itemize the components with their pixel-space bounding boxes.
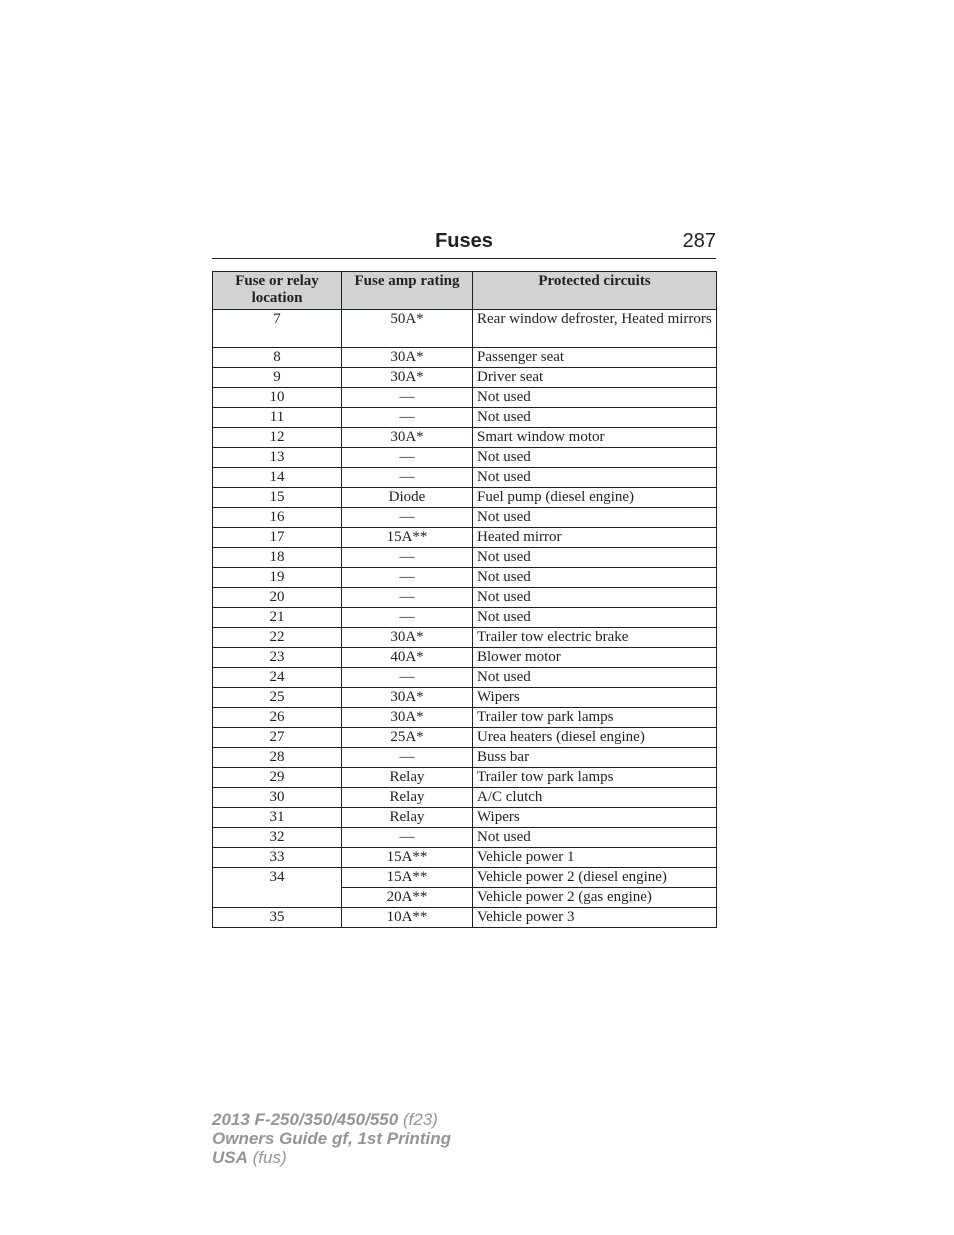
fuse-amp-cell: 30A* [342, 688, 473, 708]
table-row [213, 788, 717, 808]
fuse-location-cell: 9 [213, 368, 342, 388]
fuse-circuit-cell: Not used [473, 468, 717, 488]
fuse-circuit-cell: Smart window motor [473, 428, 717, 448]
fuse-location-cell: 11 [213, 408, 342, 428]
fuse-circuit-cell: Not used [473, 568, 717, 588]
fuse-circuit-cell: Wipers [473, 688, 717, 708]
fuse-amp-cell: — [342, 748, 473, 768]
fuse-location-cell: 17 [213, 528, 342, 548]
fuse-location-cell: 12 [213, 428, 342, 448]
table-row [213, 748, 717, 768]
page-header [212, 228, 716, 259]
fuse-location-cell: 35 [213, 908, 342, 928]
fuse-amp-cell: 10A** [342, 908, 473, 928]
fuse-amp-cell: 15A** [342, 868, 473, 888]
fuse-amp-cell: 20A** [342, 888, 473, 908]
fuse-amp-cell: 40A* [342, 648, 473, 668]
table-row [213, 548, 717, 568]
fuse-location-cell: 18 [213, 548, 342, 568]
table-row [213, 848, 717, 868]
fuse-circuit-cell: Trailer tow park lamps [473, 768, 717, 788]
page-number: 287 [682, 230, 716, 252]
fuse-amp-cell: — [342, 448, 473, 468]
fuse-amp-cell: — [342, 588, 473, 608]
fuse-location-cell: 29 [213, 768, 342, 788]
fuse-amp-cell: 15A** [342, 528, 473, 548]
table-row [213, 468, 717, 488]
table-row [213, 488, 717, 508]
fuse-amp-cell: — [342, 408, 473, 428]
fuse-amp-cell: 30A* [342, 368, 473, 388]
fuse-location-cell: 32 [213, 828, 342, 848]
fuse-circuit-cell: Not used [473, 588, 717, 608]
table-row [213, 908, 717, 928]
table-row [213, 348, 717, 368]
fuse-amp-cell: Relay [342, 768, 473, 788]
fuse-amp-cell: 15A** [342, 848, 473, 868]
table-row [213, 448, 717, 468]
table-row [213, 528, 717, 548]
table-row [213, 828, 717, 848]
fuse-location-cell: 27 [213, 728, 342, 748]
table-row [213, 868, 717, 888]
fuse-circuit-cell: Not used [473, 388, 717, 408]
fuse-circuit-cell: Trailer tow electric brake [473, 628, 717, 648]
table-row [213, 708, 717, 728]
fuse-location-cell: 21 [213, 608, 342, 628]
table-header-row [213, 272, 717, 310]
fuse-location-cell: 34 [213, 868, 342, 908]
fuse-circuit-cell: Vehicle power 2 (diesel engine) [473, 868, 717, 888]
table-row [213, 808, 717, 828]
fuse-location-cell: 31 [213, 808, 342, 828]
table-row [213, 388, 717, 408]
table-row [213, 768, 717, 788]
footer-line-2: Owners Guide gf, 1st Printing [212, 1129, 451, 1148]
fuse-amp-cell: 50A* [342, 310, 473, 348]
fuse-location-cell: 24 [213, 668, 342, 688]
fuse-circuit-cell: Vehicle power 1 [473, 848, 717, 868]
table-row [213, 608, 717, 628]
table-row [213, 728, 717, 748]
table-row [213, 310, 717, 348]
fuse-circuit-cell: Urea heaters (diesel engine) [473, 728, 717, 748]
table-row [213, 588, 717, 608]
table-row [213, 428, 717, 448]
fuse-circuit-cell: Wipers [473, 808, 717, 828]
table-row [213, 508, 717, 528]
table-row [213, 668, 717, 688]
fuse-location-cell: 23 [213, 648, 342, 668]
fuse-amp-cell: — [342, 828, 473, 848]
fuse-location-cell: 25 [213, 688, 342, 708]
fuse-circuit-cell: Not used [473, 508, 717, 528]
table-row [213, 408, 717, 428]
page-footer [212, 1110, 451, 1167]
fuse-amp-cell: 30A* [342, 428, 473, 448]
table-row [213, 688, 717, 708]
fuse-amp-cell: Relay [342, 808, 473, 828]
fuse-location-cell: 8 [213, 348, 342, 368]
footer-line-1: 2013 F-250/350/450/550 (f23) [212, 1110, 438, 1129]
fuse-amp-cell: — [342, 608, 473, 628]
fuse-circuit-cell: Driver seat [473, 368, 717, 388]
fuse-amp-cell: 30A* [342, 708, 473, 728]
fuse-location-cell: 28 [213, 748, 342, 768]
fuse-circuit-cell: Trailer tow park lamps [473, 708, 717, 728]
fuse-circuit-cell: Not used [473, 608, 717, 628]
fuse-amp-cell: Relay [342, 788, 473, 808]
fuse-circuit-cell: Not used [473, 448, 717, 468]
column-header-protected-circuits: Protected circuits [473, 272, 717, 310]
fuse-circuit-cell: Not used [473, 668, 717, 688]
fuse-location-cell: 7 [213, 310, 342, 348]
fuse-circuit-cell: Not used [473, 828, 717, 848]
fuse-circuit-cell: Not used [473, 548, 717, 568]
fuse-location-cell: 19 [213, 568, 342, 588]
fuse-amp-cell: — [342, 668, 473, 688]
fuse-circuit-cell: Passenger seat [473, 348, 717, 368]
fuse-circuit-cell: A/C clutch [473, 788, 717, 808]
fuse-amp-cell: 30A* [342, 348, 473, 368]
fuse-amp-cell: 30A* [342, 628, 473, 648]
fuse-table [212, 271, 717, 928]
fuse-location-cell: 15 [213, 488, 342, 508]
fuse-circuit-cell: Vehicle power 2 (gas engine) [473, 888, 717, 908]
fuse-location-cell: 30 [213, 788, 342, 808]
table-row [213, 628, 717, 648]
fuse-amp-cell: — [342, 548, 473, 568]
column-header-amp-rating: Fuse amp rating [342, 272, 473, 310]
table-row [213, 648, 717, 668]
fuse-circuit-cell: Blower motor [473, 648, 717, 668]
fuse-amp-cell: — [342, 568, 473, 588]
fuse-circuit-cell: Not used [473, 408, 717, 428]
fuse-location-cell: 22 [213, 628, 342, 648]
fuse-amp-cell: — [342, 508, 473, 528]
fuse-circuit-cell: Fuel pump (diesel engine) [473, 488, 717, 508]
fuse-location-cell: 16 [213, 508, 342, 528]
fuse-amp-cell: — [342, 468, 473, 488]
fuse-circuit-cell: Heated mirror [473, 528, 717, 548]
fuse-circuit-cell: Rear window defroster, Heated mirrors [473, 310, 717, 348]
fuse-location-cell: 33 [213, 848, 342, 868]
footer-line-3: USA (fus) [212, 1148, 287, 1167]
column-header-location: Fuse or relay location [213, 272, 342, 310]
table-row [213, 568, 717, 588]
fuse-location-cell: 13 [213, 448, 342, 468]
fuse-location-cell: 20 [213, 588, 342, 608]
fuse-location-cell: 26 [213, 708, 342, 728]
fuse-circuit-cell: Buss bar [473, 748, 717, 768]
fuse-location-cell: 14 [213, 468, 342, 488]
fuse-amp-cell: — [342, 388, 473, 408]
table-row [213, 368, 717, 388]
fuse-circuit-cell: Vehicle power 3 [473, 908, 717, 928]
fuse-amp-cell: 25A* [342, 728, 473, 748]
fuse-amp-cell: Diode [342, 488, 473, 508]
fuse-location-cell: 10 [213, 388, 342, 408]
section-title: Fuses [435, 230, 493, 252]
